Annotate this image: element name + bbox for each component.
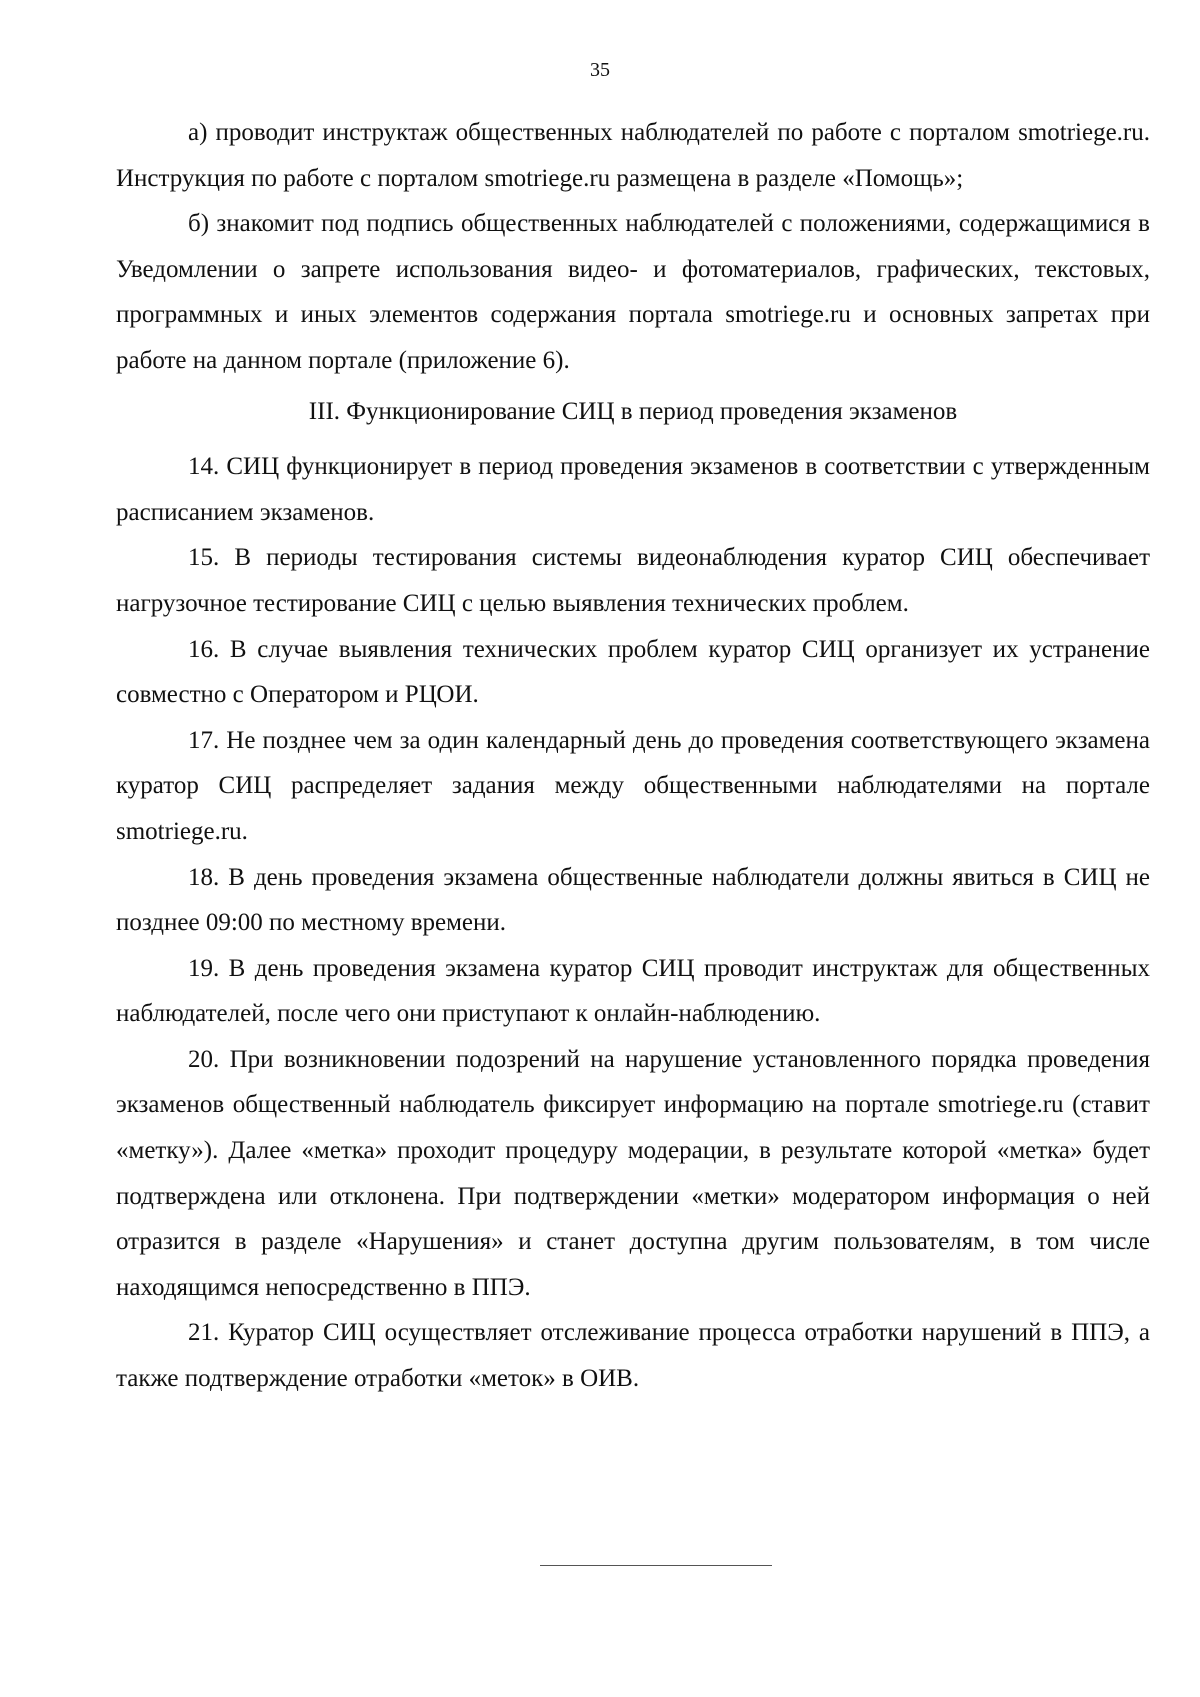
paragraph-20: 20. При возникновении подозрений на нарушение установленного порядка проведения экзаменов общественный наблюдатель фиксирует информацию на портале smotriege.ru (ставит «метку»). Далее «метка» проходит процедуру модерации, в результате которой «метка» будет подтверждена или отклонена. При подтверждении «метки» модератором информация о ней отразится в разделе «Нарушения» и станет доступна другим пользователям, в том числе находящимся непосредственно в ППЭ. [116, 1045, 1150, 1301]
end-separator-line [540, 1565, 772, 1566]
paragraph-b: б) знакомит под подпись общественных наблюдателей с положениями, содержащимися в Уведомлении о запрете использования видео- и фотоматериалов, графических, текстовых, программных и иных элементов содержания портала smotriege.ru и основных запретах при работе на данном портале (приложение 6). [116, 210, 1150, 374]
paragraph-19: 19. В день проведения экзамена куратор СИЦ проводит инструктаж для общественных наблюдателей, после чего они приступают к онлайн-наблюдению. [116, 954, 1150, 1028]
paragraph-17: 17. Не позднее чем за один календарный день до проведения соответствующего экзамена куратор СИЦ распределяет задания между общественными наблюдателями на портале smotriege.ru. [116, 726, 1150, 845]
section-heading: III. Функционирование СИЦ в период проведения экзаменов [308, 397, 958, 425]
page-number: 35 [590, 59, 610, 81]
paragraph-14: 14. СИЦ функционирует в период проведения экзаменов в соответствии с утвержденным расписанием экзаменов. [116, 453, 1150, 526]
paragraph-16: 16. В случае выявления технических проблем куратор СИЦ организует их устранение совместно с Оператором и РЦОИ. [116, 635, 1150, 709]
paragraph-21: 21. Куратор СИЦ осуществляет отслеживание процесса отработки нарушений в ППЭ, а также подтверждение отработки «меток» в ОИВ. [116, 1319, 1150, 1393]
paragraph-15: 15. В периоды тестирования системы видеонаблюдения куратор СИЦ обеспечивает нагрузочное тестирование СИЦ с целью выявления технических проблем. [116, 544, 1150, 617]
paragraph-18: 18. В день проведения экзамена общественные наблюдатели должны явиться в СИЦ не позднее 09:00 по местному времени. [116, 863, 1150, 937]
document-body [116, 110, 1150, 1402]
paragraph-a: а) проводит инструктаж общественных наблюдателей по работе с порталом smotriege.ru. Инструкция по работе с порталом smotriege.ru размещена в разделе «Помощь»; [116, 119, 1150, 192]
